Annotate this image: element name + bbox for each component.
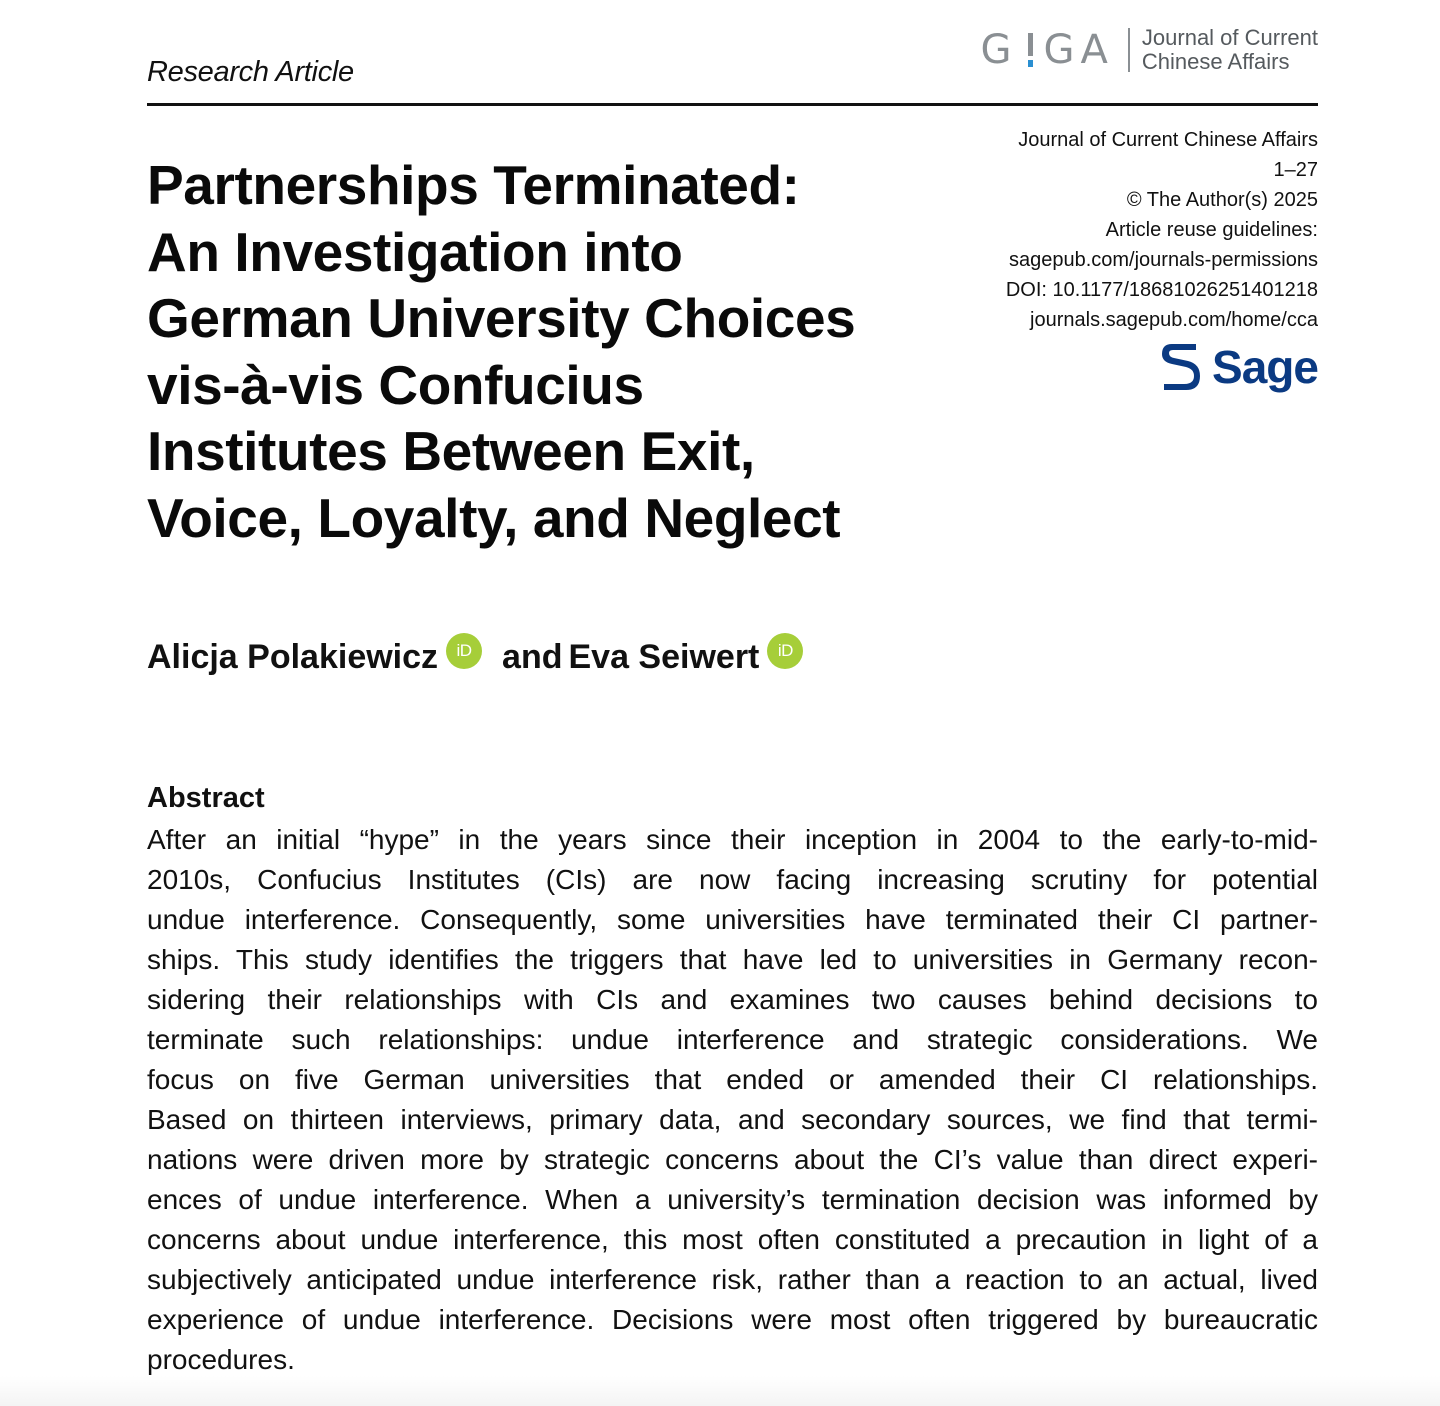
page-bottom-shadow bbox=[0, 1376, 1440, 1406]
abstract-line: experience of undue interference. Decisions were most often triggered by bureaucratic bbox=[147, 1304, 1318, 1335]
abstract-line: focus on five German universities that ended or amended their CI relationships. bbox=[147, 1064, 1318, 1095]
journal-logo-line-2: Chinese Affairs bbox=[1141, 49, 1290, 74]
abstract-line: procedures. bbox=[147, 1344, 295, 1375]
copyright-notice: © The Author(s) 2025 bbox=[1126, 189, 1318, 211]
author-name: Alicja Polakiewicz bbox=[147, 638, 439, 676]
journal-name: Journal of Current Chinese Affairs bbox=[1018, 129, 1318, 151]
article-title bbox=[147, 152, 947, 551]
giga-letter-g: G bbox=[980, 27, 1018, 73]
sage-s-icon bbox=[1160, 340, 1200, 394]
title-line: vis-à-vis Confucius bbox=[147, 353, 644, 416]
giga-letter-i-icon bbox=[1028, 33, 1034, 67]
title-line: Partnerships Terminated: bbox=[147, 154, 800, 216]
abstract-line: After an initial “hype” in the years since their inception in 2004 to the early-to-mid- bbox=[147, 824, 1318, 855]
logo-divider bbox=[1128, 28, 1130, 72]
author-name: Eva Seiwert bbox=[568, 638, 760, 676]
title-line: An Investigation into bbox=[147, 220, 683, 283]
abstract-line: terminate such relationships: undue interference and strategic considerations. We bbox=[147, 1024, 1318, 1055]
abstract-line: 2010s, Confucius Institutes (CIs) are now facing increasing scrutiny for potential bbox=[147, 864, 1318, 895]
giga-letters-ga: GA bbox=[1043, 27, 1114, 73]
abstract-line: ships. This study identifies the triggers that have led to universities in Germany recon- bbox=[147, 944, 1318, 975]
title-line: German University Choices bbox=[147, 287, 856, 349]
sage-logo bbox=[1160, 340, 1318, 394]
giga-logo-mark bbox=[981, 27, 1114, 73]
reuse-guidelines-label: Article reuse guidelines: bbox=[1105, 219, 1318, 241]
orcid-icon[interactable]: iD bbox=[767, 633, 803, 669]
title-line: Institutes Between Exit, bbox=[147, 420, 755, 482]
article-type-label: Research Article bbox=[147, 56, 354, 88]
journal-logo-text bbox=[1142, 26, 1318, 74]
journal-info-block bbox=[1006, 125, 1318, 335]
sage-wordmark: Sage bbox=[1212, 341, 1318, 393]
abstract-heading: Abstract bbox=[147, 782, 265, 814]
author-list bbox=[147, 638, 811, 677]
reuse-guidelines-link[interactable]: sagepub.com/journals-permissions bbox=[1008, 249, 1318, 271]
abstract-line: undue interference. Consequently, some universities have terminated their CI partner- bbox=[147, 904, 1318, 935]
journal-logo-line-1: Journal of Current bbox=[1141, 25, 1318, 50]
author-conjunction: and bbox=[502, 638, 563, 676]
abstract-line: Based on thirteen interviews, primary data, and secondary sources, we find that termi- bbox=[147, 1104, 1318, 1135]
abstract-line: sidering their relationships with CIs and examines two causes behind decisions to bbox=[147, 984, 1318, 1015]
orcid-icon[interactable]: iD bbox=[446, 633, 482, 669]
header-rule bbox=[147, 103, 1318, 106]
abstract-line: ences of undue interference. When a university’s termination decision was informed by bbox=[147, 1184, 1318, 1215]
publisher-logo bbox=[981, 24, 1318, 76]
journal-homepage-link[interactable]: journals.sagepub.com/home/cca bbox=[1030, 309, 1318, 331]
doi-link[interactable]: DOI: 10.1177/18681026251401218 bbox=[1005, 279, 1318, 301]
abstract-line: nations were driven more by strategic concerns about the CI’s value than direct experi- bbox=[147, 1144, 1318, 1175]
title-line: Voice, Loyalty, and Neglect bbox=[147, 486, 841, 549]
abstract-line: subjectively anticipated undue interference risk, rather than a reaction to an actual, lived bbox=[147, 1264, 1318, 1295]
abstract-line: concerns about undue interference, this most often constituted a precaution in light of a bbox=[147, 1224, 1318, 1255]
abstract-body bbox=[147, 820, 1318, 1380]
page-range: 1–27 bbox=[1273, 159, 1318, 181]
